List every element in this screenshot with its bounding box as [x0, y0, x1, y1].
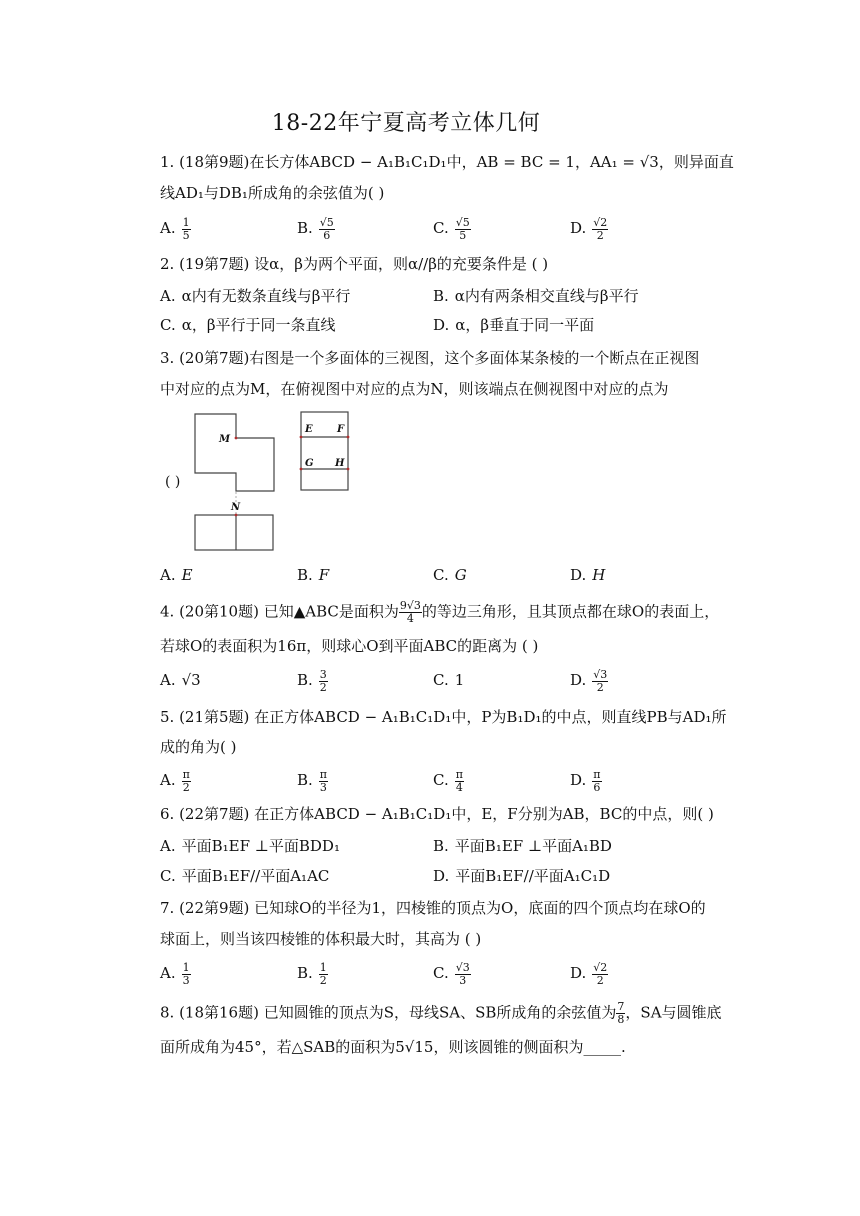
option-a: A. √3	[160, 671, 201, 689]
top-view	[195, 515, 273, 550]
question-1-line-2: 线AD₁与DB₁所成角的余弦值为( )	[160, 184, 385, 202]
option-b: B. $\frac{\pi}{3}$	[297, 767, 328, 794]
label-g: G	[305, 458, 314, 469]
option-a: A. E	[160, 566, 193, 584]
point-m-dot	[235, 437, 238, 440]
option-a: A. $\frac{\pi}{2}$	[160, 767, 190, 794]
question-1-options	[160, 216, 720, 240]
question-4-options	[160, 668, 720, 692]
question-7-options	[160, 961, 720, 985]
answer-paren: ( )	[165, 474, 181, 490]
front-view	[195, 414, 274, 491]
question-3-line-2: 中对应的点为M，在俯视图中对应的点为N，则该端点在侧视图中对应的点为	[160, 380, 669, 398]
question-8-line-1: 8. (18第16题) 已知圆锥的顶点为S，母线SA、SB所成角的余弦值为 $\frac{7}{8}$ ，SA与圆锥底	[160, 1000, 722, 1026]
question-5-options	[160, 768, 720, 792]
label-f: F	[337, 424, 345, 435]
option-c: C. $\frac{\pi}{4}$	[433, 767, 463, 794]
option-b: B. α内有两条相交直线与β平行	[433, 287, 639, 305]
point-n-dot	[235, 514, 238, 517]
question-1-line-1: 1. (18第9题)在长方体ABCD − A₁B₁C₁D₁中，AB = BC = 1，AA₁ = √3，则异面直	[160, 153, 734, 171]
question-2-options-row-1	[160, 284, 720, 308]
option-a: A. $\frac{1}{3}$	[160, 960, 190, 987]
option-b: B. $\frac{1}{2}$	[297, 960, 327, 987]
option-c: C. α，β平行于同一条直线	[160, 316, 336, 334]
option-c: C. $\frac{√5}{5}$	[433, 215, 470, 242]
question-6-options-row-1	[160, 834, 720, 858]
label-n: N	[231, 502, 241, 513]
option-a: A. α内有无数条直线与β平行	[160, 287, 351, 305]
option-b: B. F	[297, 566, 330, 584]
option-d: D. 平面B₁EF//平面A₁C₁D	[433, 867, 611, 885]
option-d: D. $\frac{√2}{2}$	[570, 960, 608, 987]
question-2-options-row-2	[160, 313, 720, 337]
option-a: A. 平面B₁EF ⊥平面BDD₁	[160, 837, 340, 855]
option-a: A. $\frac{1}{5}$	[160, 215, 190, 242]
question-2-line-1: 2. (19第7题) 设α，β为两个平面，则α//β的充要条件是 ( )	[160, 255, 549, 273]
question-5-line-2: 成的角为( )	[160, 738, 237, 756]
question-8-line-2: 面所成角为45°，若△SAB的面积为5√15，则该圆锥的侧面积为_____.	[160, 1038, 626, 1056]
option-b: B. $\frac{3}{2}$	[297, 667, 327, 694]
question-3-line-1: 3. (20第7题)右图是一个多面体的三视图，这个多面体某条棱的一个断点在正视图	[160, 349, 700, 367]
question-7-line-1: 7. (22第9题) 已知球O的半径为1，四棱锥的顶点为O，底面的四个顶点均在球O的	[160, 899, 706, 917]
question-6-line-1: 6. (22第7题) 在正方体ABCD − A₁B₁C₁D₁中，E，F分别为AB，BC的中点，则( )	[160, 805, 714, 823]
option-d: D. α，β垂直于同一平面	[433, 316, 595, 334]
option-b: B. $\frac{√5}{6}$	[297, 215, 334, 242]
option-c: C. 平面B₁EF//平面A₁AC	[160, 867, 330, 885]
option-d: D. $\frac{\pi}{6}$	[570, 767, 601, 794]
option-d: D. $\frac{√2}{2}$	[570, 215, 608, 242]
question-7-line-2: 球面上，则当该四棱锥的体积最大时，其高为 ( )	[160, 930, 482, 948]
option-c: C. 1	[433, 671, 465, 689]
option-d: D. $\frac{√3}{2}$	[570, 667, 608, 694]
label-e: E	[305, 424, 313, 435]
page-title: 18-22年宁夏高考立体几何	[271, 111, 541, 136]
label-m: M	[219, 434, 231, 445]
question-5-line-1: 5. (21第5题) 在正方体ABCD − A₁B₁C₁D₁中，P为B₁D₁的中点，则直线PB与AD₁所	[160, 708, 727, 726]
option-c: C. G	[433, 566, 467, 584]
question-6-options-row-2	[160, 864, 720, 888]
option-c: C. $\frac{√3}{3}$	[433, 960, 470, 987]
label-h: H	[335, 458, 345, 469]
three-view-figure	[160, 410, 360, 560]
question-4-line-1: 4. (20第10题) 已知▲ABC是面积为 $\frac{9√3}{4}$ 的等边三角形，且其顶点都在球O的表面上，	[160, 599, 720, 625]
three-view-drawing	[160, 410, 360, 560]
option-d: D. H	[570, 566, 606, 584]
option-b: B. 平面B₁EF ⊥平面A₁BD	[433, 837, 612, 855]
question-3-options	[160, 563, 720, 587]
question-4-line-2: 若球O的表面积为16π，则球心O到平面ABC的距离为 ( )	[160, 637, 539, 655]
